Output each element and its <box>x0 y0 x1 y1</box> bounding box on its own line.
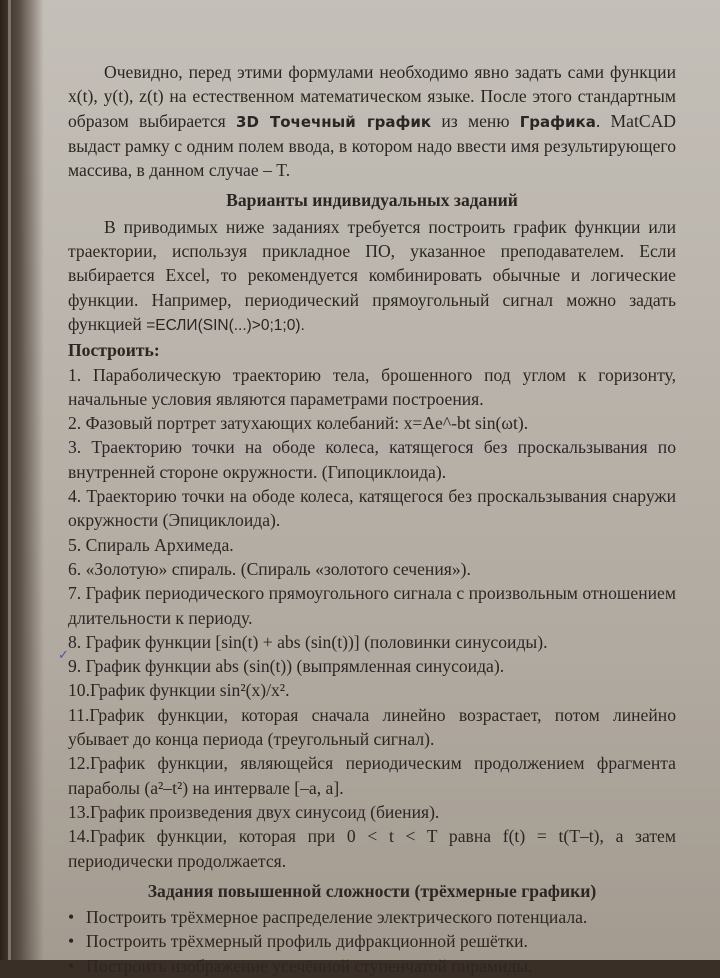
page-binding-line <box>8 0 11 960</box>
excel-formula: =ЕСЛИ(SIN(...)>0;1;0). <box>146 316 305 334</box>
tasks-intro-paragraph <box>68 215 676 338</box>
task-item: 13.График произведения двух синусоид (биения). <box>68 801 440 822</box>
task-item: 5. Спираль Архимеда. <box>68 534 234 555</box>
task-item: 11.График функции, которая сначала линейно возрастает, потом линейно убывает до конца периода (треугольный сигнал). <box>68 704 676 750</box>
task-list <box>68 363 676 873</box>
task-item: 3. Траекторию точки на ободе колеса, катящегося без проскальзывания по внутренней стороне окружности. (Гипоциклоида). <box>68 437 676 482</box>
advanced-task-list <box>68 905 676 978</box>
task-item: 4. Траекторию точки на ободе колеса, катящегося без проскальзывания снаружи окружности (Эпициклоида). <box>68 486 676 531</box>
task-item: 8. График функции [sin(t) + abs (sin(t))] (половинки синусоиды). <box>68 631 548 652</box>
page-body <box>68 60 676 978</box>
advanced-task-item: • Построить трёхмерное распределение электрического потенциала. <box>68 905 676 929</box>
menu-term-graphics: Графика <box>519 112 596 131</box>
tasks-intro-text: В приводимых ниже заданиях требуется построить график функции или траектории, используя прикладное ПО, указанное преподавателем. Если выбирается Excel, то рекомендуется комбинировать обычные и логические функции. Например, периодический прямоугольный сигнал можно задать функцией <box>68 216 676 334</box>
task-item: 1. Параболическую траекторию тела, брошенного под углом к горизонту, начальные условия являются параметрами построения. <box>68 364 676 409</box>
intro-text-3: . MatCAD выдаст рамку с одним полем ввода, в котором надо ввести имя результирующего массива, в данном случае – T. <box>68 110 676 181</box>
task-item: 12.График функции, являющейся периодическим продолжением фрагмента параболы (a²–t²) на интервале [–a, a]. <box>68 753 676 798</box>
page-shadow-edge <box>0 0 44 960</box>
task-item: 9. График функции abs (sin(t)) (выпрямленная синусоида). <box>68 656 505 677</box>
section-title-advanced-tasks: Задания повышенной сложности (трёхмерные графики) <box>147 880 597 901</box>
task-item: 2. Фазовый портрет затухающих колебаний: x=Ae^-bt sin(ωt). <box>68 413 529 434</box>
task-item: 10.График функции sin²(x)/x². <box>68 680 290 701</box>
section-title-individual-tasks: Варианты индивидуальных заданий <box>226 190 518 211</box>
menu-term-3d-scatter: 3D Точечный график <box>236 112 432 131</box>
task-item: 7. График периодического прямоугольного сигнала с произвольным отношением длительности к периоду. <box>68 583 676 628</box>
task-item: 6. «Золотую» спираль. (Спираль «золотого сечения»). <box>68 558 471 579</box>
advanced-task-item: • Построить изображение усечённой ступенчатой пирамиды. <box>68 954 676 978</box>
intro-paragraph <box>68 60 676 182</box>
advanced-task-item: • Построить трёхмерный профиль дифракционной решётки. <box>68 929 676 953</box>
task-item: 14.График функции, которая при 0 < t < T равна f(t) = t(T–t), а затем периодически продолжается. <box>68 826 676 871</box>
build-label: Построить: <box>68 340 160 361</box>
intro-text-2: из меню <box>431 110 520 131</box>
pen-check-mark: ✓ <box>58 648 69 663</box>
intro-text-1: Очевидно, перед этими формулами необходимо явно задать сами функции x(t), y(t), z(t) на естественном математическом языке. После этого стандартным образом выбирается <box>68 62 676 131</box>
